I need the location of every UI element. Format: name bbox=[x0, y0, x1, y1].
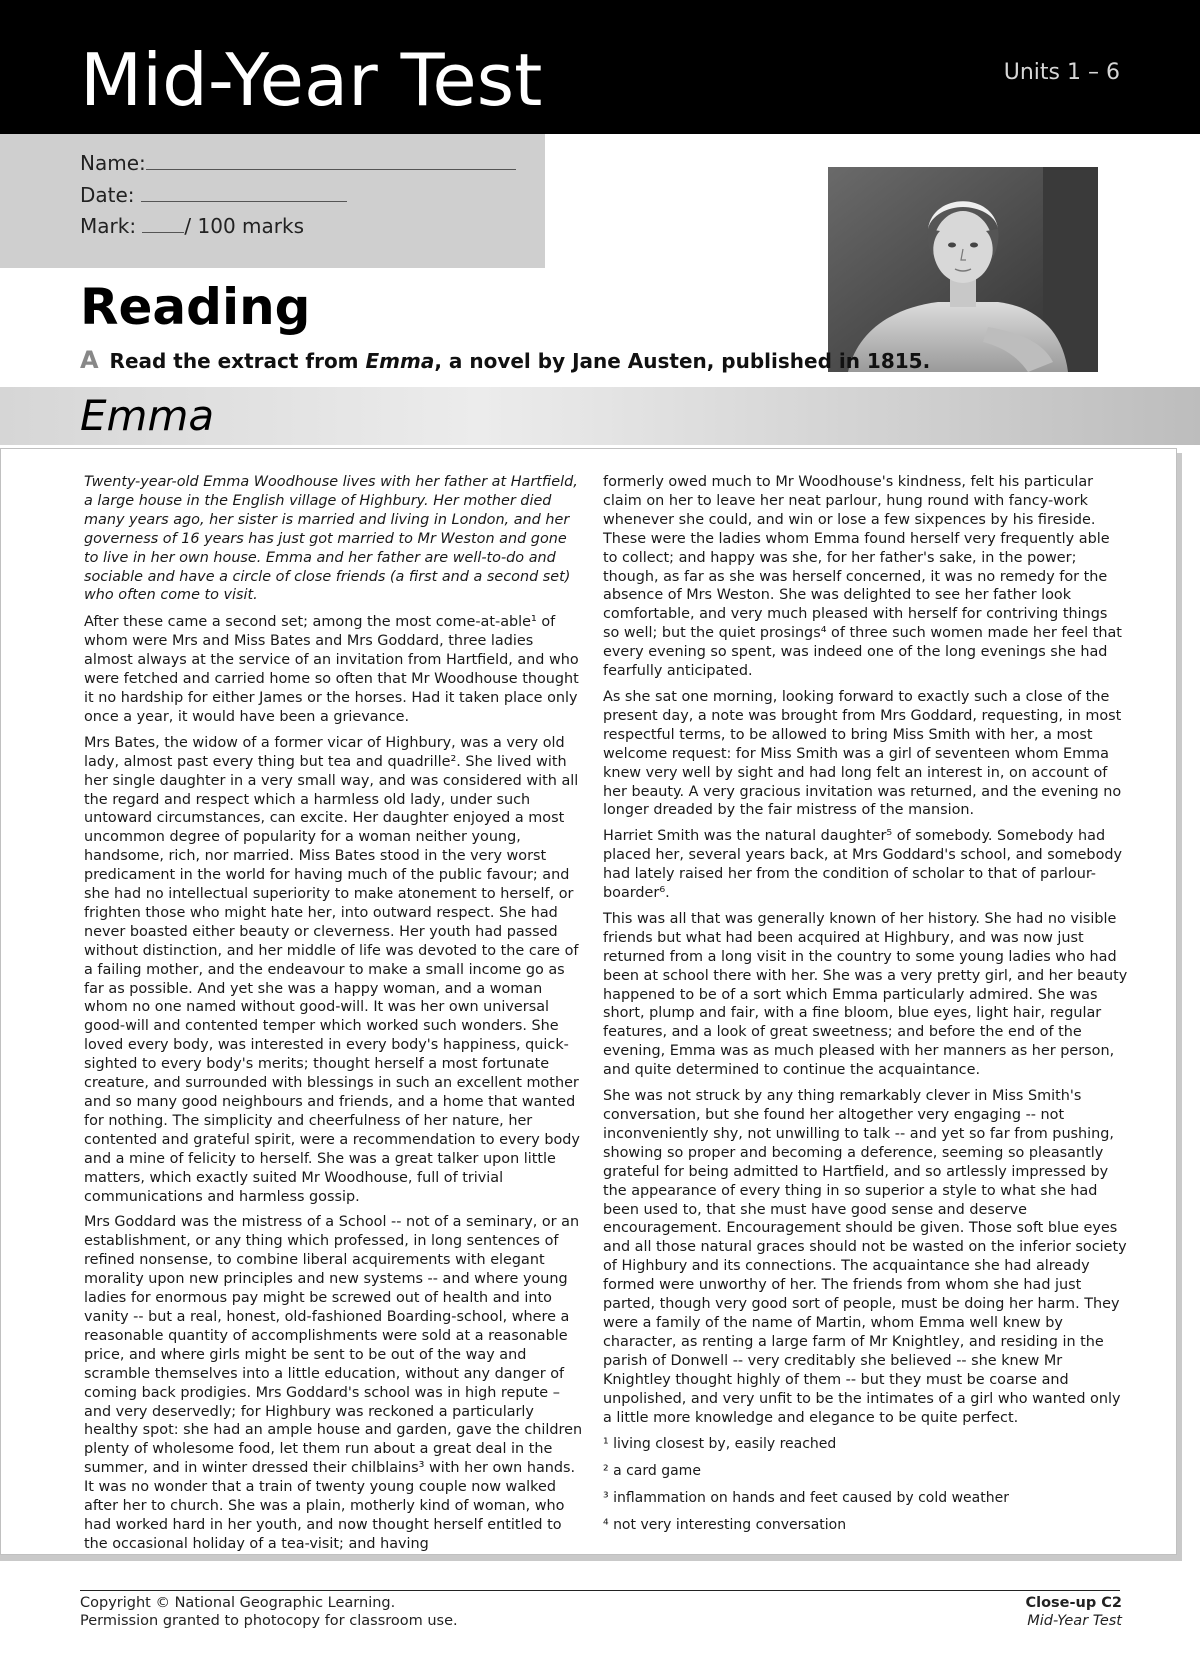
instruction-letter: A bbox=[80, 346, 99, 374]
test-name: Mid-Year Test bbox=[1027, 1613, 1122, 1629]
header-bar bbox=[0, 0, 1200, 134]
mark-row bbox=[80, 214, 304, 238]
page-title: Mid-Year Test bbox=[80, 38, 543, 122]
copyright-line: Copyright © National Geographic Learning. bbox=[80, 1595, 396, 1611]
extract-paragraph: After these came a second set; among the most come-at-able¹ of whom were Mrs and Miss Bates and Mrs Goddard, three ladies almost always at the service of an invitation from Hartfield, and who were fetched and carried home so often that Mr Woodhouse thought it no hardship for either James or the horses. Had it taken place only once a year, it would have been a grievance. bbox=[84, 614, 579, 725]
section-heading: Reading bbox=[80, 278, 311, 336]
footer-divider bbox=[80, 1590, 1120, 1591]
footnote: ¹ living closest by, easily reached bbox=[603, 1436, 837, 1453]
units-label: Units 1 – 6 bbox=[1003, 60, 1120, 85]
instruction bbox=[80, 345, 931, 377]
footnote: ⁴ not very interesting conversation bbox=[603, 1517, 847, 1534]
date-label: Date: bbox=[80, 183, 135, 207]
right-column bbox=[603, 473, 1128, 1542]
mark-suffix: / 100 marks bbox=[184, 214, 305, 238]
extract-paragraph: She was not struck by any thing remarkably clever in Miss Smith's conversation, but she found her altogether very engaging -- not inconveniently shy, not unwilling to talk -- and yet so far from pushing, showing so proper and becoming a deference, seeming so pleasantly grateful for being admitted to Hartfield, and so artlessly impressed by the appearance of every thing in so superior a style to what she had been used to, that she must have good sense and deserve encouragement. Encouragement should be given. Those soft blue eyes and all those natural graces should not be wasted on the inferior society of Highbury and its connections. The acquaintance she had already formed were unworthy of her. The friends from whom she had just parted, though very good sort of people, must be doing her harm. They were a family of the name of Martin, whom Emma well knew by character, as renting a large farm of Mr Knightley, and residing in the parish of Donwell -- very creditably she believed -- she knew Mr Knightley thought highly of them -- but they must be coarse and unpolished, and very unfit to be the intimates of a girl who wanted only a little more knowledge and elegance to be quite perfect. bbox=[603, 1088, 1127, 1426]
name-row bbox=[80, 151, 516, 175]
instruction-text-post: , a novel by Jane Austen, published in 1815. bbox=[434, 349, 931, 373]
story-title: Emma bbox=[80, 391, 215, 440]
date-field[interactable] bbox=[141, 183, 347, 202]
footnotes bbox=[603, 1434, 1128, 1535]
mark-label: Mark: bbox=[80, 214, 137, 238]
footer-book-info bbox=[900, 1594, 1122, 1630]
left-column bbox=[84, 473, 584, 1561]
extract-paragraph: As she sat one morning, looking forward to exactly such a close of the present day, a note was brought from Mrs Goddard, requesting, in most respectful terms, to be allowed to bring Miss Smith with her, a most welcome request: for Miss Smith was a girl of seventeen whom Emma knew very well by sight and had long felt an interest in, on account of her beauty. A very gracious invitation was returned, and the evening no longer dreaded by the fair mistress of the mansion. bbox=[603, 688, 1122, 819]
footer-copyright bbox=[80, 1594, 458, 1630]
story-title-band bbox=[0, 387, 1200, 445]
instruction-book-title: Emma bbox=[365, 349, 435, 373]
author-portrait bbox=[828, 167, 1098, 372]
permission-line: Permission granted to photocopy for classroom use. bbox=[80, 1613, 458, 1629]
instruction-text-pre: Read the extract from bbox=[109, 349, 366, 373]
student-info-box bbox=[0, 134, 545, 268]
book-name: Close-up C2 bbox=[1025, 1595, 1122, 1611]
name-field[interactable] bbox=[146, 151, 516, 170]
name-label: Name: bbox=[80, 151, 146, 175]
extract-paragraph: Harriet Smith was the natural daughter⁵ of somebody. Somebody had placed her, several years back, at Mrs Goddard's school, and somebody had lately raised her from the condition of scholar to that of parlour-boarder⁶. bbox=[603, 828, 1123, 902]
date-row bbox=[80, 183, 347, 207]
portrait-image bbox=[828, 167, 1098, 372]
extract-paragraph: Mrs Bates, the widow of a former vicar of Highbury, was a very old lady, almost past every thing but tea and quadrille². She lived with her single daughter in a very small way, and was considered with all the regard and respect which a harmless old lady, under such untoward circumstances, can excite. Her daughter enjoyed a most uncommon degree of popularity for a woman neither young, handsome, rich, nor married. Miss Bates stood in the very worst predicament in the world for having much of the public favour; and she had no intellectual superiority to make atonement to herself, or frighten those who might hate her, into outward respect. She had never boasted either beauty or cleverness. Her youth had passed without distinction, and her middle of life was devoted to the care of a failing mother, and the endeavour to make a small income go as far as possible. And yet she was a happy woman, and a woman whom no one named without good-will. It was her own universal good-will and contented temper which worked such wonders. She loved every body, was interested in every body's happiness, quick-sighted to every body's merits; thought herself a most fortunate creature, and surrounded with blessings in such an excellent mother and so many good neighbours and friends, and a home that wanted for nothing. The simplicity and cheerfulness of her nature, her contented and grateful spirit, were a recommendation to every body and a mine of felicity to herself. She was a great talker upon little matters, which exactly suited Mr Woodhouse, full of trivial communications and harmless gossip. bbox=[84, 734, 580, 1205]
intro-paragraph: Twenty-year-old Emma Woodhouse lives with her father at Hartfield, a large house in the English village of Highbury. Her mother died many years ago, her sister is married and living in London, and her governess of 16 years has just got married to Mr Weston and gone to live in her own house. Emma and her father are well-to-do and sociable and have a circle of close friends (a first and a second set) who often come to visit. bbox=[84, 474, 578, 604]
extract-paragraph: Mrs Goddard was the mistress of a School -- not of a seminary, or an establishment, or any thing which professed, in long sentences of refined nonsense, to combine liberal acquirements with elegant morality upon new principles and new systems -- and where young ladies for enormous pay might be screwed out of health and into vanity -- but a real, honest, old-fashioned Boarding-school, where a reasonable quantity of accomplishments were sold at a reasonable price, and where girls might be sent to be out of the way and scramble themselves into a little education, without any danger of coming back prodigies. Mrs Goddard's school was in high repute – and very deservedly; for Highbury was reckoned a particularly healthy spot: she had an ample house and garden, gave the children plenty of wholesome food, let them run about a great deal in the summer, and in winter dressed their chilblains³ with her own hands. It was no wonder that a train of twenty young couple now walked after her to church. She was a plain, motherly kind of woman, who had worked hard in her youth, and now thought herself entitled to the occasional holiday of a tea-visit; and having bbox=[84, 1214, 583, 1552]
extract-paragraph: This was all that was generally known of her history. She had no visible friends but what had been acquired at Highbury, and was now just returned from a long visit in the country to some young ladies who had been at school there with her. She was a very pretty girl, and her beauty happened to be of a sort which Emma particularly admired. She was short, plump and fair, with a fine bloom, blue eyes, light hair, regular features, and a look of great sweetness; and before the end of the evening, Emma was as much pleased with her manners as her person, and quite determined to continue the acquaintance. bbox=[603, 910, 1128, 1079]
footnote: ² a card game bbox=[603, 1463, 701, 1480]
extract-paragraph: formerly owed much to Mr Woodhouse's kindness, felt his particular claim on her to leave her neat parlour, hung round with fancy-work whenever she could, and win or lose a few sixpences by his fireside. These were the ladies whom Emma found herself very frequently able to collect; and happy was she, for her father's sake, in the power; though, as far as she was herself concerned, it was no remedy for the absence of Mrs Weston. She was delighted to see her father look comfortable, and very much pleased with herself for contriving things so well; but the quiet prosings⁴ of three such women made her feel that every evening so spent, was indeed one of the long evenings she had fearfully anticipated. bbox=[603, 474, 1122, 680]
mark-field[interactable] bbox=[142, 214, 184, 233]
footnote: ³ inflammation on hands and feet caused by cold weather bbox=[603, 1490, 1009, 1507]
